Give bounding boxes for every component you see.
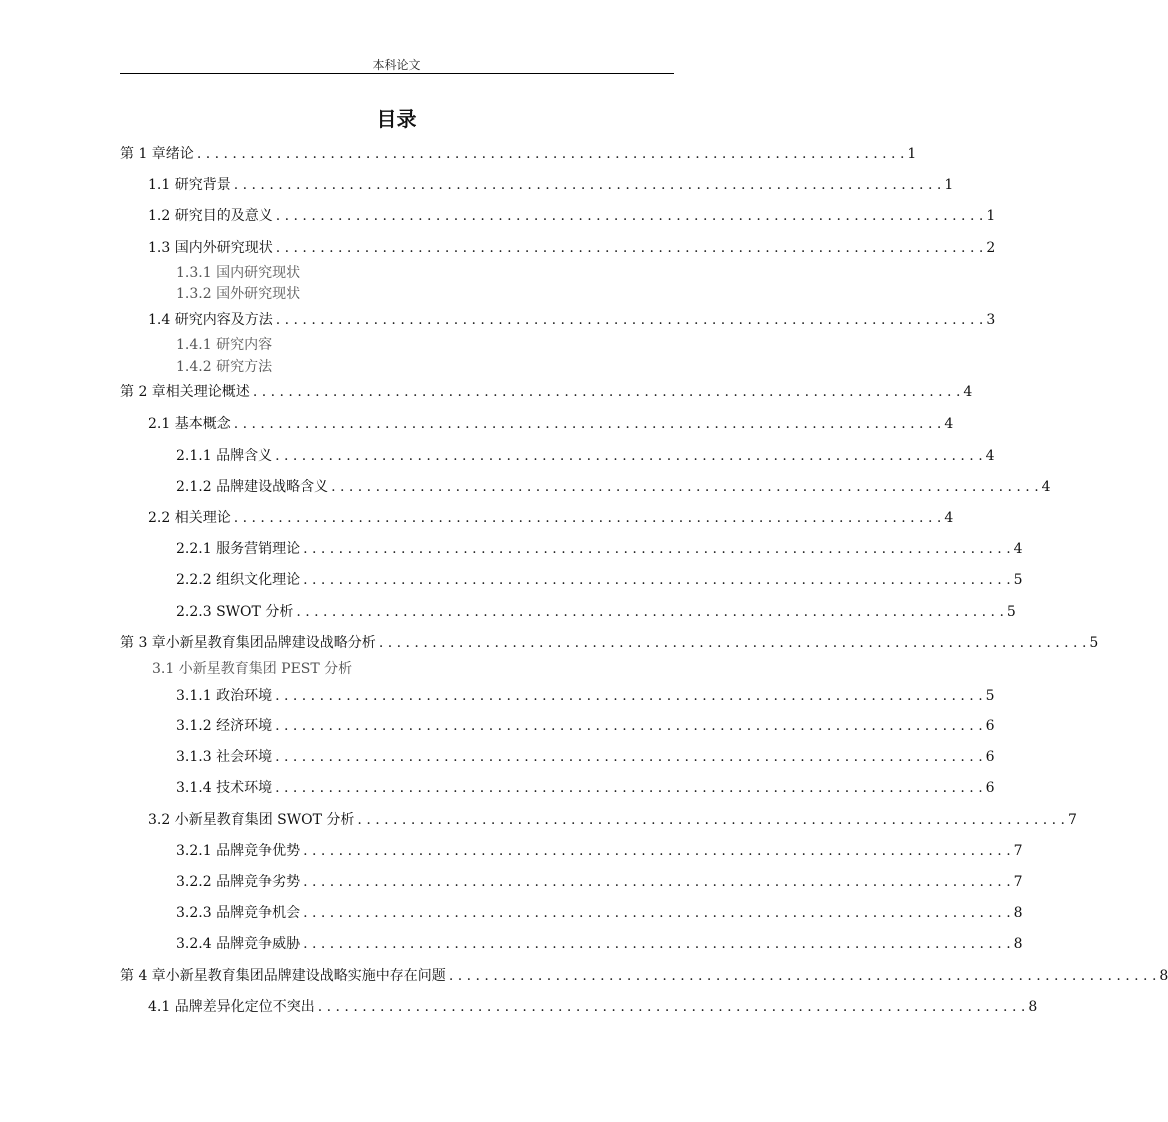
- header-rule: [120, 73, 674, 74]
- toc-entry-label: 3.2.3 品牌竞争机会: [176, 905, 301, 921]
- toc-entry-label: 1.4 研究内容及方法: [148, 312, 273, 328]
- toc-leader-dots: . . . . . . . . . . . . . . . . . . . . . . . . . . . . . . . . . . . . . . . . . . . . . . . . . . . . . . . . . . . . . . . . . . . . . . . . . . . . . . . .: [275, 312, 984, 328]
- toc-entry-label: 第 1 章绪论: [120, 146, 194, 162]
- toc-entry-page-number: 7: [1013, 874, 1023, 890]
- toc-entry-label: 2.2 相关理论: [148, 510, 231, 526]
- toc-entry-page-number: 6: [985, 718, 995, 734]
- toc-leader-dots: . . . . . . . . . . . . . . . . . . . . . . . . . . . . . . . . . . . . . . . . . . . . . . . . . . . . . . . . . . . . . . . . . . . . . . . . . . . . . . . .: [196, 146, 905, 162]
- toc-entry-page-number: 8: [1159, 968, 1168, 984]
- toc-entry-label: 3.1.4 技术环境: [176, 780, 273, 796]
- toc-entry[interactable]: [176, 687, 995, 705]
- toc-entry-plain[interactable]: 3.1 小新星教育集团 PEST 分析: [152, 661, 353, 677]
- toc-leader-dots: . . . . . . . . . . . . . . . . . . . . . . . . . . . . . . . . . . . . . . . . . . . . . . . . . . . . . . . . . . . . . . . . . . . . . . . . . . . . . . . .: [303, 936, 1011, 952]
- toc-entry[interactable]: [120, 634, 1099, 652]
- toc-leader-dots: . . . . . . . . . . . . . . . . . . . . . . . . . . . . . . . . . . . . . . . . . . . . . . . . . . . . . . . . . . . . . . . . . . . . . . . . . . . . . . . .: [233, 510, 942, 526]
- toc-entry-label: 3.2.1 品牌竞争优势: [176, 843, 301, 859]
- toc-title: 目录: [376, 107, 417, 131]
- toc-leader-dots: . . . . . . . . . . . . . . . . . . . . . . . . . . . . . . . . . . . . . . . . . . . . . . . . . . . . . . . . . . . . . . . . . . . . . . . . . . . . . . . .: [331, 479, 1039, 495]
- toc-entry-page-number: 6: [985, 780, 995, 796]
- toc-entry-label: 2.2.2 组织文化理论: [176, 572, 301, 588]
- toc-leader-dots: . . . . . . . . . . . . . . . . . . . . . . . . . . . . . . . . . . . . . . . . . . . . . . . . . . . . . . . . . . . . . . . . . . . . . . . . . . . . . . . .: [378, 635, 1087, 651]
- toc-leader-dots: . . . . . . . . . . . . . . . . . . . . . . . . . . . . . . . . . . . . . . . . . . . . . . . . . . . . . . . . . . . . . . . . . . . . . . . . . . . . . . . .: [357, 812, 1066, 828]
- toc-entry-plain[interactable]: 1.4.2 研究方法: [176, 359, 273, 375]
- toc-entry-label: 4.1 品牌差异化定位不突出: [148, 999, 315, 1015]
- toc-leader-dots: . . . . . . . . . . . . . . . . . . . . . . . . . . . . . . . . . . . . . . . . . . . . . . . . . . . . . . . . . . . . . . . . . . . . . . . . . . . . . . . .: [303, 843, 1011, 859]
- toc-entry-label: 第 2 章相关理论概述: [120, 384, 250, 400]
- toc-entry[interactable]: [176, 748, 995, 766]
- toc-entry[interactable]: [120, 383, 973, 401]
- toc-leader-dots: . . . . . . . . . . . . . . . . . . . . . . . . . . . . . . . . . . . . . . . . . . . . . . . . . . . . . . . . . . . . . . . . . . . . . . . . . . . . . . . .: [275, 208, 984, 224]
- toc-leader-dots: . . . . . . . . . . . . . . . . . . . . . . . . . . . . . . . . . . . . . . . . . . . . . . . . . . . . . . . . . . . . . . . . . . . . . . . . . . . . . . . .: [275, 780, 983, 796]
- toc-leader-dots: . . . . . . . . . . . . . . . . . . . . . . . . . . . . . . . . . . . . . . . . . . . . . . . . . . . . . . . . . . . . . . . . . . . . . . . . . . . . . . . .: [275, 448, 983, 464]
- toc-entry-plain[interactable]: 1.4.1 研究内容: [176, 337, 273, 353]
- toc-entry[interactable]: [148, 207, 996, 225]
- toc-leader-dots: . . . . . . . . . . . . . . . . . . . . . . . . . . . . . . . . . . . . . . . . . . . . . . . . . . . . . . . . . . . . . . . . . . . . . . . . . . . . . . . .: [303, 905, 1011, 921]
- toc-entry-label: 3.2.4 品牌竞争威胁: [176, 936, 301, 952]
- toc-entry[interactable]: [176, 540, 1023, 558]
- toc-entry[interactable]: [176, 478, 1051, 496]
- toc-entry-label: 3.2.2 品牌竞争劣势: [176, 874, 301, 890]
- toc-entry-page-number: 6: [985, 749, 995, 765]
- toc-entry-page-number: 8: [1028, 999, 1038, 1015]
- toc-entry[interactable]: [148, 998, 1038, 1016]
- toc-leader-dots: . . . . . . . . . . . . . . . . . . . . . . . . . . . . . . . . . . . . . . . . . . . . . . . . . . . . . . . . . . . . . . . . . . . . . . . . . . . . . . . .: [275, 749, 983, 765]
- toc-entry[interactable]: [176, 873, 1023, 891]
- toc-entry-page-number: 4: [1013, 541, 1023, 557]
- toc-entry-page-number: 5: [1089, 635, 1099, 651]
- toc-entry[interactable]: [176, 571, 1023, 589]
- toc-entry-label: 1.2 研究目的及意义: [148, 208, 273, 224]
- toc-entry[interactable]: [148, 509, 954, 527]
- toc-leader-dots: . . . . . . . . . . . . . . . . . . . . . . . . . . . . . . . . . . . . . . . . . . . . . . . . . . . . . . . . . . . . . . . . . . . . . . . . . . . . . . . .: [233, 177, 942, 193]
- toc-leader-dots: . . . . . . . . . . . . . . . . . . . . . . . . . . . . . . . . . . . . . . . . . . . . . . . . . . . . . . . . . . . . . . . . . . . . . . . . . . . . . . . .: [252, 384, 961, 400]
- toc-entry-label: 3.1.2 经济环境: [176, 718, 273, 734]
- toc-entry-label: 2.1.2 品牌建设战略含义: [176, 479, 329, 495]
- toc-entry[interactable]: [148, 176, 954, 194]
- toc-entry-page-number: 1: [986, 208, 996, 224]
- toc-entry-page-number: 8: [1013, 936, 1023, 952]
- toc-entry-page-number: 4: [963, 384, 973, 400]
- toc-entry-page-number: 4: [1041, 479, 1051, 495]
- toc-entry[interactable]: [176, 935, 1023, 953]
- toc-entry-page-number: 4: [944, 510, 954, 526]
- header-text: 本科论文: [372, 58, 421, 72]
- toc-entry[interactable]: [176, 842, 1023, 860]
- toc-entry-page-number: 7: [1068, 812, 1077, 828]
- toc-entry-page-number: 3: [986, 312, 996, 328]
- toc-entry[interactable]: [120, 967, 1168, 985]
- toc-entry-page-number: 1: [944, 177, 954, 193]
- toc-entry-label: 2.1.1 品牌含义: [176, 448, 273, 464]
- toc-leader-dots: . . . . . . . . . . . . . . . . . . . . . . . . . . . . . . . . . . . . . . . . . . . . . . . . . . . . . . . . . . . . . . . . . . . . . . . . . . . . . . . .: [233, 416, 942, 432]
- toc-entry-label: 第 3 章小新星教育集团品牌建设战略分析: [120, 635, 376, 651]
- toc-entry-page-number: 2: [986, 240, 996, 256]
- toc-entry[interactable]: [176, 904, 1023, 922]
- toc-entry-label: 3.1.1 政治环境: [176, 688, 273, 704]
- toc-entry-label: 2.2.1 服务营销理论: [176, 541, 301, 557]
- toc-entry-plain[interactable]: 1.3.2 国外研究现状: [176, 286, 301, 302]
- toc-leader-dots: . . . . . . . . . . . . . . . . . . . . . . . . . . . . . . . . . . . . . . . . . . . . . . . . . . . . . . . . . . . . . . . . . . . . . . . . . . . . . . . .: [303, 572, 1011, 588]
- toc-entry[interactable]: [176, 447, 995, 465]
- toc-entry-page-number: 4: [985, 448, 995, 464]
- toc-entry[interactable]: [148, 811, 1077, 829]
- toc-leader-dots: . . . . . . . . . . . . . . . . . . . . . . . . . . . . . . . . . . . . . . . . . . . . . . . . . . . . . . . . . . . . . . . . . . . . . . . . . . . . . . . .: [317, 999, 1026, 1015]
- toc-entry[interactable]: [148, 415, 954, 433]
- toc-entry-label: 3.2 小新星教育集团 SWOT 分析: [148, 812, 355, 828]
- toc-entry[interactable]: [176, 603, 1016, 621]
- toc-entry-label: 1.1 研究背景: [148, 177, 231, 193]
- toc-leader-dots: . . . . . . . . . . . . . . . . . . . . . . . . . . . . . . . . . . . . . . . . . . . . . . . . . . . . . . . . . . . . . . . . . . . . . . . . . . . . . . . .: [296, 604, 1004, 620]
- toc-leader-dots: . . . . . . . . . . . . . . . . . . . . . . . . . . . . . . . . . . . . . . . . . . . . . . . . . . . . . . . . . . . . . . . . . . . . . . . . . . . . . . . .: [275, 718, 983, 734]
- toc-leader-dots: . . . . . . . . . . . . . . . . . . . . . . . . . . . . . . . . . . . . . . . . . . . . . . . . . . . . . . . . . . . . . . . . . . . . . . . . . . . . . . . .: [275, 240, 984, 256]
- toc-entry-page-number: 7: [1013, 843, 1023, 859]
- toc-entry[interactable]: [148, 239, 996, 257]
- toc-entry-page-number: 8: [1013, 905, 1023, 921]
- toc-entry[interactable]: [176, 779, 995, 797]
- toc-entry[interactable]: [148, 311, 996, 329]
- toc-entry-page-number: 5: [1013, 572, 1023, 588]
- toc-entry[interactable]: [120, 145, 917, 163]
- toc-entry-plain[interactable]: 1.3.1 国内研究现状: [176, 265, 301, 281]
- toc-leader-dots: . . . . . . . . . . . . . . . . . . . . . . . . . . . . . . . . . . . . . . . . . . . . . . . . . . . . . . . . . . . . . . . . . . . . . . . . . . . . . . . .: [448, 968, 1157, 984]
- toc-entry-page-number: 5: [1006, 604, 1016, 620]
- toc-leader-dots: . . . . . . . . . . . . . . . . . . . . . . . . . . . . . . . . . . . . . . . . . . . . . . . . . . . . . . . . . . . . . . . . . . . . . . . . . . . . . . . .: [303, 541, 1011, 557]
- toc-entry-page-number: 4: [944, 416, 954, 432]
- toc-entry-page-number: 1: [907, 146, 917, 162]
- toc-entry-label: 3.1.3 社会环境: [176, 749, 273, 765]
- toc-leader-dots: . . . . . . . . . . . . . . . . . . . . . . . . . . . . . . . . . . . . . . . . . . . . . . . . . . . . . . . . . . . . . . . . . . . . . . . . . . . . . . . .: [303, 874, 1011, 890]
- toc-entry[interactable]: [176, 717, 995, 735]
- toc-entry-label: 第 4 章小新星教育集团品牌建设战略实施中存在问题: [120, 968, 446, 984]
- toc-entry-label: 2.1 基本概念: [148, 416, 231, 432]
- toc-entry-page-number: 5: [985, 688, 995, 704]
- toc-leader-dots: . . . . . . . . . . . . . . . . . . . . . . . . . . . . . . . . . . . . . . . . . . . . . . . . . . . . . . . . . . . . . . . . . . . . . . . . . . . . . . . .: [275, 688, 983, 704]
- toc-entry-label: 2.2.3 SWOT 分析: [176, 604, 294, 620]
- toc-entry-label: 1.3 国内外研究现状: [148, 240, 273, 256]
